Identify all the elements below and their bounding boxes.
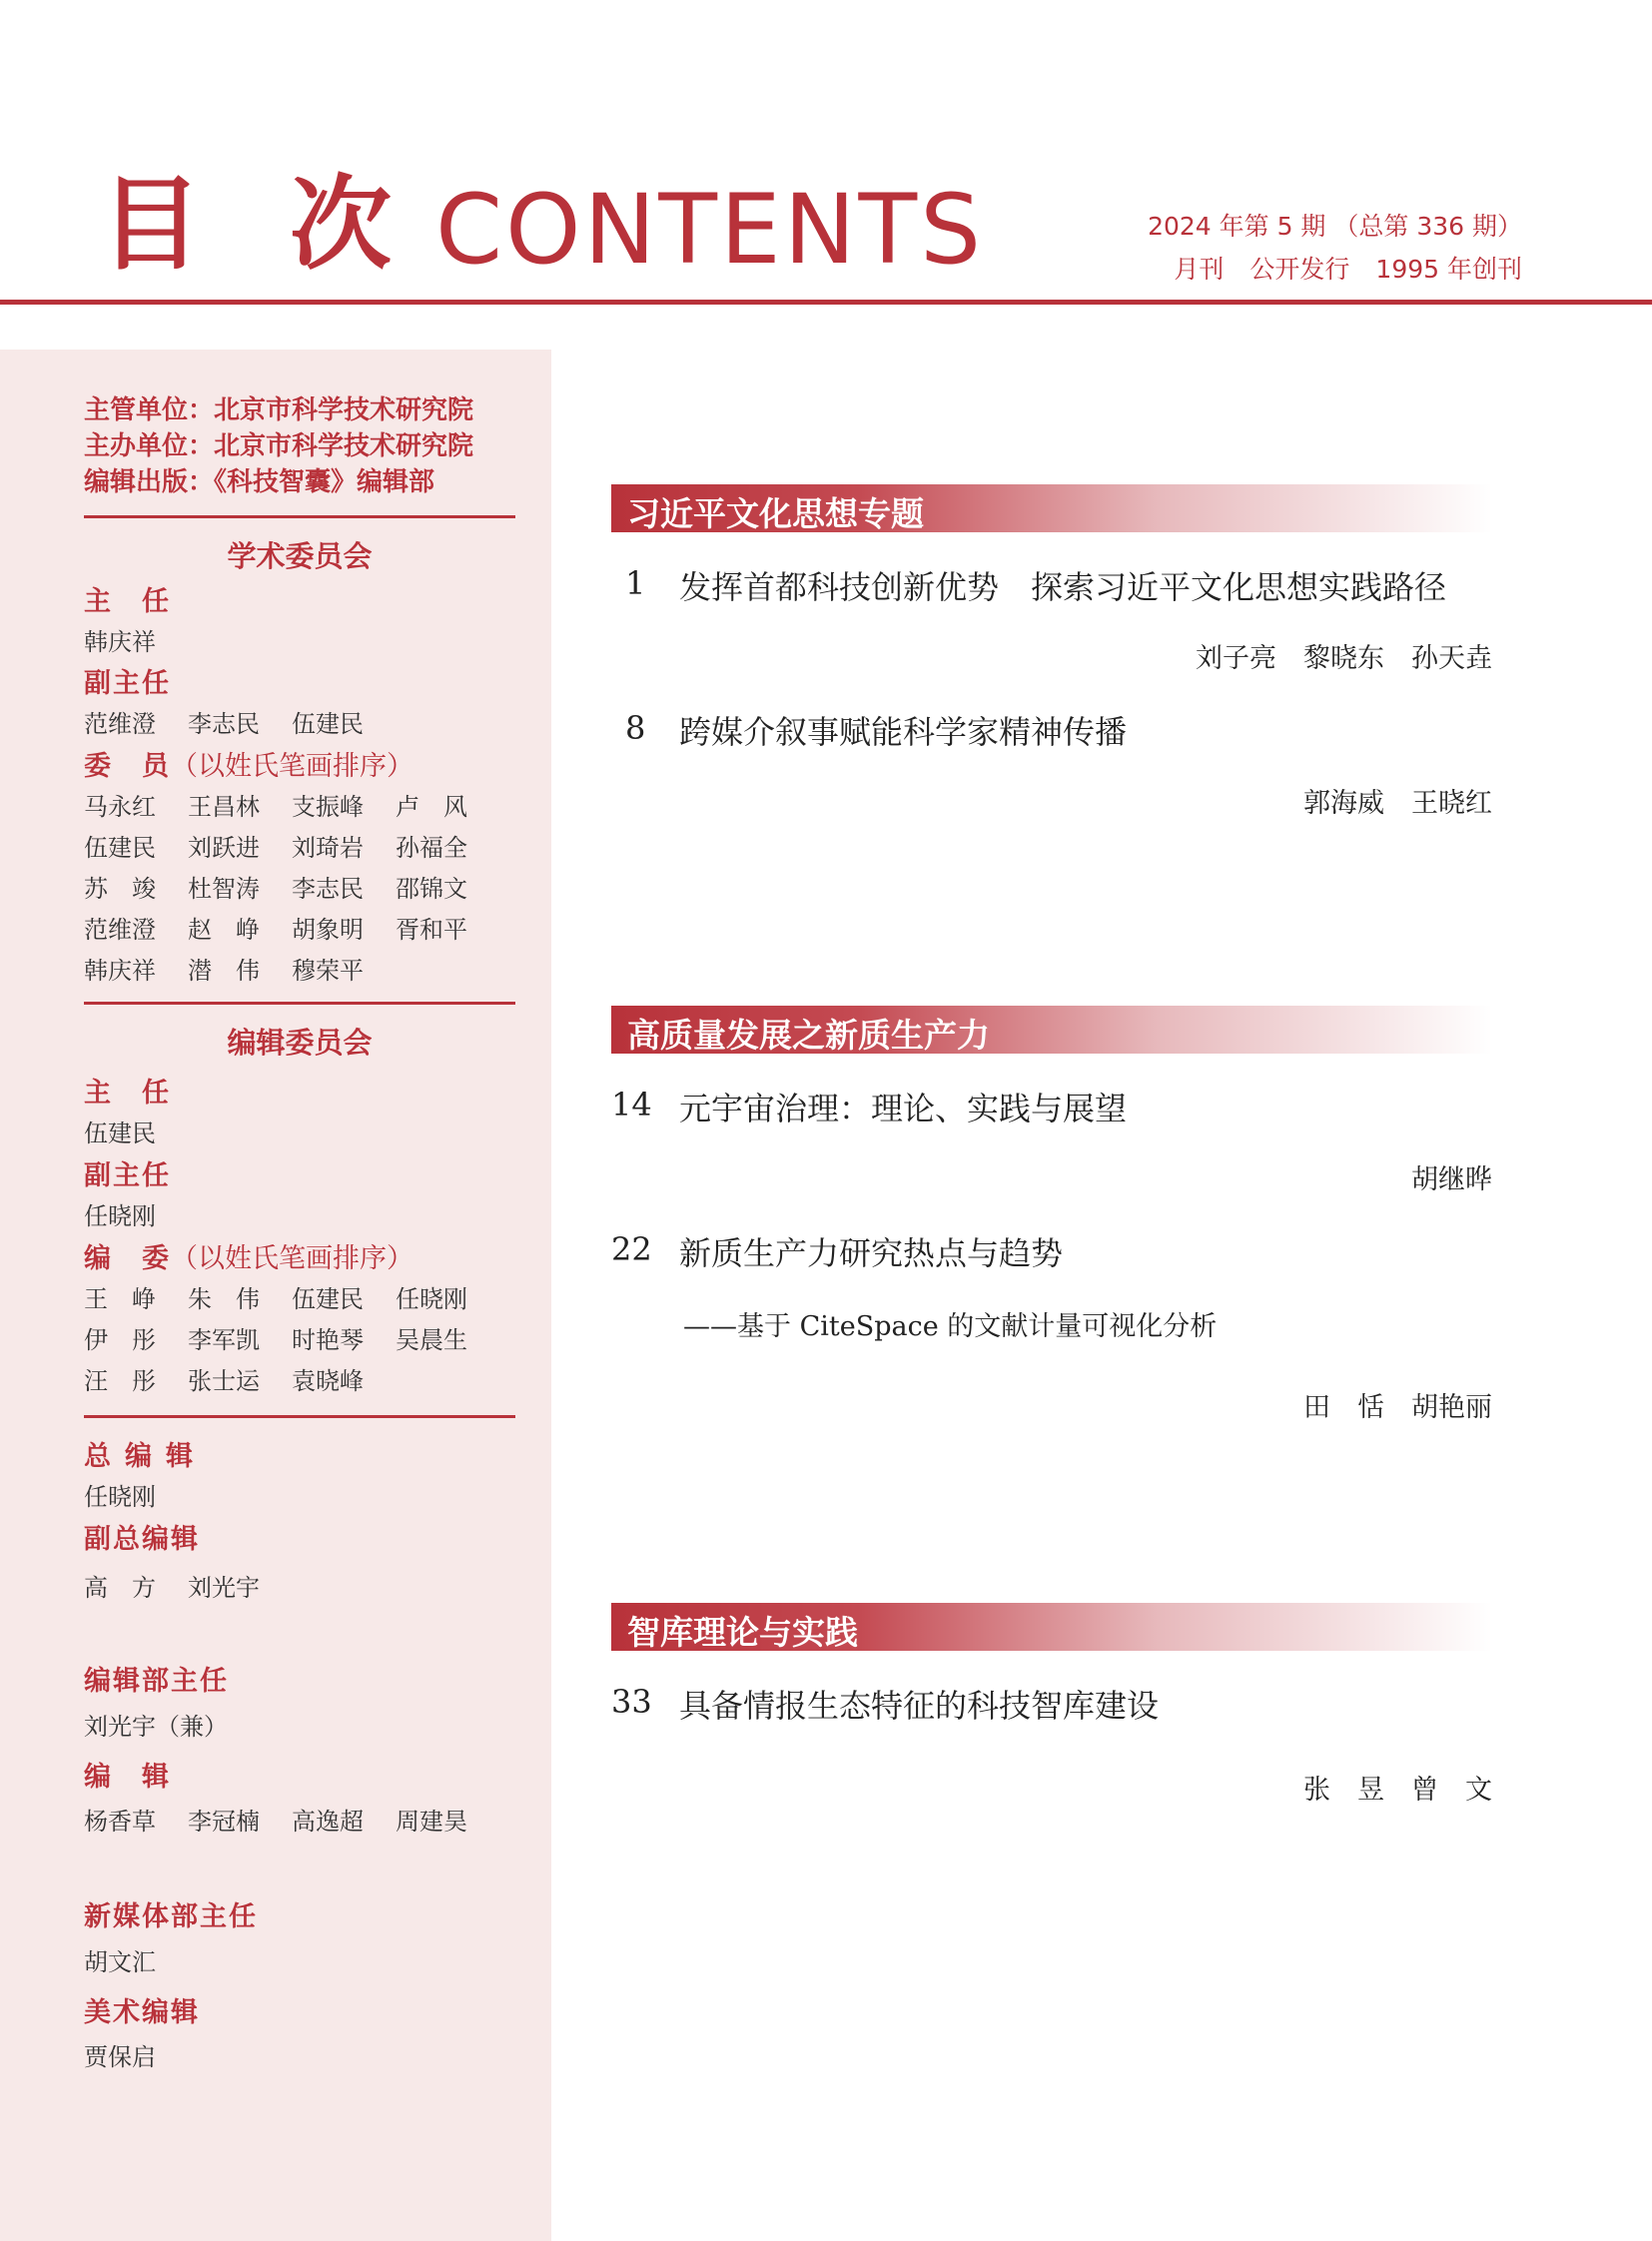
sidebar-divider (84, 1002, 515, 1005)
person-name: 刘琦岩 (292, 834, 364, 862)
editorial-director-label: 主 任 (84, 1078, 171, 1109)
deputy-chief-editors (84, 1568, 292, 1603)
academic-members-label (84, 744, 413, 783)
person-name: 李志民 (292, 875, 364, 903)
person-name: 刘光宇（兼） (84, 1713, 228, 1741)
person-name: 张士运 (188, 1367, 260, 1395)
person-name: 李军凯 (188, 1326, 260, 1354)
person-name: 穆荣平 (292, 957, 364, 985)
section-header (611, 484, 1492, 532)
academic-deputy-label: 副主任 (84, 668, 171, 699)
sponsor-unit: 主办单位：北京市科学技术研究院 (84, 431, 474, 461)
person-name: 贾保启 (84, 2043, 156, 2071)
founded-year: 1995 年创刊 (1375, 255, 1522, 284)
article-title[interactable]: 具备情报生态特征的科技智库建设 (679, 1687, 1160, 1725)
art-editor (84, 2037, 188, 2072)
person-name: 胡文汇 (84, 1948, 156, 1976)
person-name: 卢 风 (396, 793, 467, 821)
members-label: 委 员 (84, 751, 171, 782)
academic-deputies (84, 704, 396, 739)
new-media-director-label: 新媒体部主任 (84, 1901, 258, 1932)
section-header (611, 1006, 1492, 1054)
person-name: 高逸超 (292, 1808, 364, 1836)
article-authors: 张 昱 曾 文 (1303, 1775, 1492, 1806)
editorial-director (84, 1114, 188, 1148)
section-title: 智库理论与实践 (627, 1613, 858, 1652)
sort-note: （以姓氏笔画排序） (171, 1243, 413, 1274)
person-name: 马永红 (84, 793, 156, 821)
article-title[interactable]: 跨媒介叙事赋能科学家精神传播 (679, 713, 1128, 751)
academic-director (84, 622, 188, 657)
person-name: 韩庆祥 (84, 957, 156, 985)
person-name: 杨香草 (84, 1808, 156, 1836)
editorial-deputy (84, 1196, 188, 1231)
new-media-director (84, 1942, 188, 1977)
publisher-unit: 编辑出版：《科技智囊》编辑部 (84, 467, 435, 497)
section-header (611, 1603, 1492, 1651)
person-name: 伍建民 (292, 1285, 364, 1313)
editorial-committee-heading: 编辑委员会 (227, 1026, 373, 1060)
editorial-dept-director (84, 1707, 228, 1742)
section-title: 习近平文化思想专题 (627, 494, 924, 533)
person-name: 周建昊 (396, 1808, 467, 1836)
person-name: 汪 彤 (84, 1367, 156, 1395)
chief-editor (84, 1477, 188, 1512)
title-char-mu: 目 (100, 166, 202, 285)
person-name: 杜智涛 (188, 875, 260, 903)
person-name: 韩庆祥 (84, 628, 156, 656)
sidebar-divider (84, 515, 515, 518)
article-title[interactable]: 元宇宙治理：理论、实践与展望 (679, 1090, 1128, 1127)
person-name: 朱 伟 (188, 1285, 260, 1313)
article-title[interactable]: 发挥首都科技创新优势 探索习近平文化思想实践路径 (679, 568, 1447, 606)
editorial-dept-director-label: 编辑部主任 (84, 1666, 229, 1697)
deputy-chief-editor-label: 副总编辑 (84, 1524, 200, 1555)
academic-members-row (84, 910, 499, 945)
person-name: 支振峰 (292, 793, 364, 821)
person-name: 任晓刚 (84, 1202, 156, 1230)
person-name: 伍建民 (292, 710, 364, 738)
distribution: 公开发行 (1249, 255, 1350, 284)
section-title: 高质量发展之新质生产力 (627, 1016, 990, 1055)
person-name: 李志民 (188, 710, 260, 738)
person-name: 刘跃进 (188, 834, 260, 862)
editorial-members-label (84, 1236, 413, 1275)
frequency: 月刊 (1174, 255, 1225, 284)
issue-number: 2024 年第 5 期 （总第 336 期） (1148, 212, 1522, 241)
person-name: 胥和平 (396, 916, 467, 944)
article-authors: 郭海威 王晓红 (1303, 788, 1492, 819)
person-name: 袁晓峰 (292, 1367, 364, 1395)
page-number: 14 (611, 1086, 652, 1123)
editorial-deputy-label: 副主任 (84, 1160, 171, 1191)
person-name: 吴晨生 (396, 1326, 467, 1354)
person-name: 潜 伟 (188, 957, 260, 985)
person-name: 高 方 (84, 1574, 156, 1602)
editorial-members-row (84, 1279, 499, 1314)
members-label: 编 委 (84, 1243, 171, 1274)
person-name: 伍建民 (84, 1120, 156, 1147)
academic-members-row (84, 869, 499, 904)
editors-label: 编 辑 (84, 1762, 171, 1793)
article-authors: 刘子亮 黎晓东 孙天垚 (1196, 643, 1492, 674)
person-name: 苏 竣 (84, 875, 156, 903)
person-name: 王昌林 (188, 793, 260, 821)
person-name: 邵锦文 (396, 875, 467, 903)
article-title[interactable]: 新质生产力研究热点与趋势 (679, 1234, 1064, 1272)
page-number: 1 (625, 564, 646, 602)
chief-editor-label: 总编辑 (84, 1441, 207, 1472)
person-name: 时艳琴 (292, 1326, 364, 1354)
person-name: 伍建民 (84, 834, 156, 862)
person-name: 伊 彤 (84, 1326, 156, 1354)
academic-members-row (84, 787, 499, 822)
academic-director-label: 主 任 (84, 586, 171, 617)
person-name: 胡象明 (292, 916, 364, 944)
supervisor-unit: 主管单位：北京市科学技术研究院 (84, 395, 474, 425)
publication-info (1174, 250, 1522, 286)
person-name: 赵 峥 (188, 916, 260, 944)
academic-members-row (84, 828, 499, 863)
editorial-members-row (84, 1361, 396, 1396)
person-name: 王 峥 (84, 1285, 156, 1313)
page-number: 33 (611, 1683, 652, 1721)
person-name: 任晓刚 (396, 1285, 467, 1313)
title-contents-english: CONTENTS (435, 174, 985, 286)
person-name: 范维澄 (84, 916, 156, 944)
academic-committee-heading: 学术委员会 (227, 539, 373, 573)
title-char-ci: 次 (290, 166, 392, 285)
academic-members-row (84, 951, 396, 986)
sidebar-divider (84, 1415, 515, 1418)
person-name: 刘光宇 (188, 1574, 260, 1602)
editors (84, 1802, 499, 1837)
article-subtitle: ——基于 CiteSpace 的文献计量可视化分析 (683, 1311, 1218, 1342)
article-authors: 田 恬 胡艳丽 (1303, 1392, 1492, 1423)
person-name: 孙福全 (396, 834, 467, 862)
art-editor-label: 美术编辑 (84, 1997, 200, 2028)
page-number: 22 (611, 1230, 652, 1268)
contents-header (0, 0, 1652, 310)
person-name: 任晓刚 (84, 1483, 156, 1511)
header-divider (0, 300, 1652, 305)
editorial-members-row (84, 1320, 499, 1355)
article-authors: 胡继晔 (1411, 1164, 1492, 1195)
person-name: 范维澄 (84, 710, 156, 738)
sort-note: （以姓氏笔画排序） (171, 751, 413, 782)
person-name: 李冠楠 (188, 1808, 260, 1836)
page-number: 8 (625, 709, 646, 747)
